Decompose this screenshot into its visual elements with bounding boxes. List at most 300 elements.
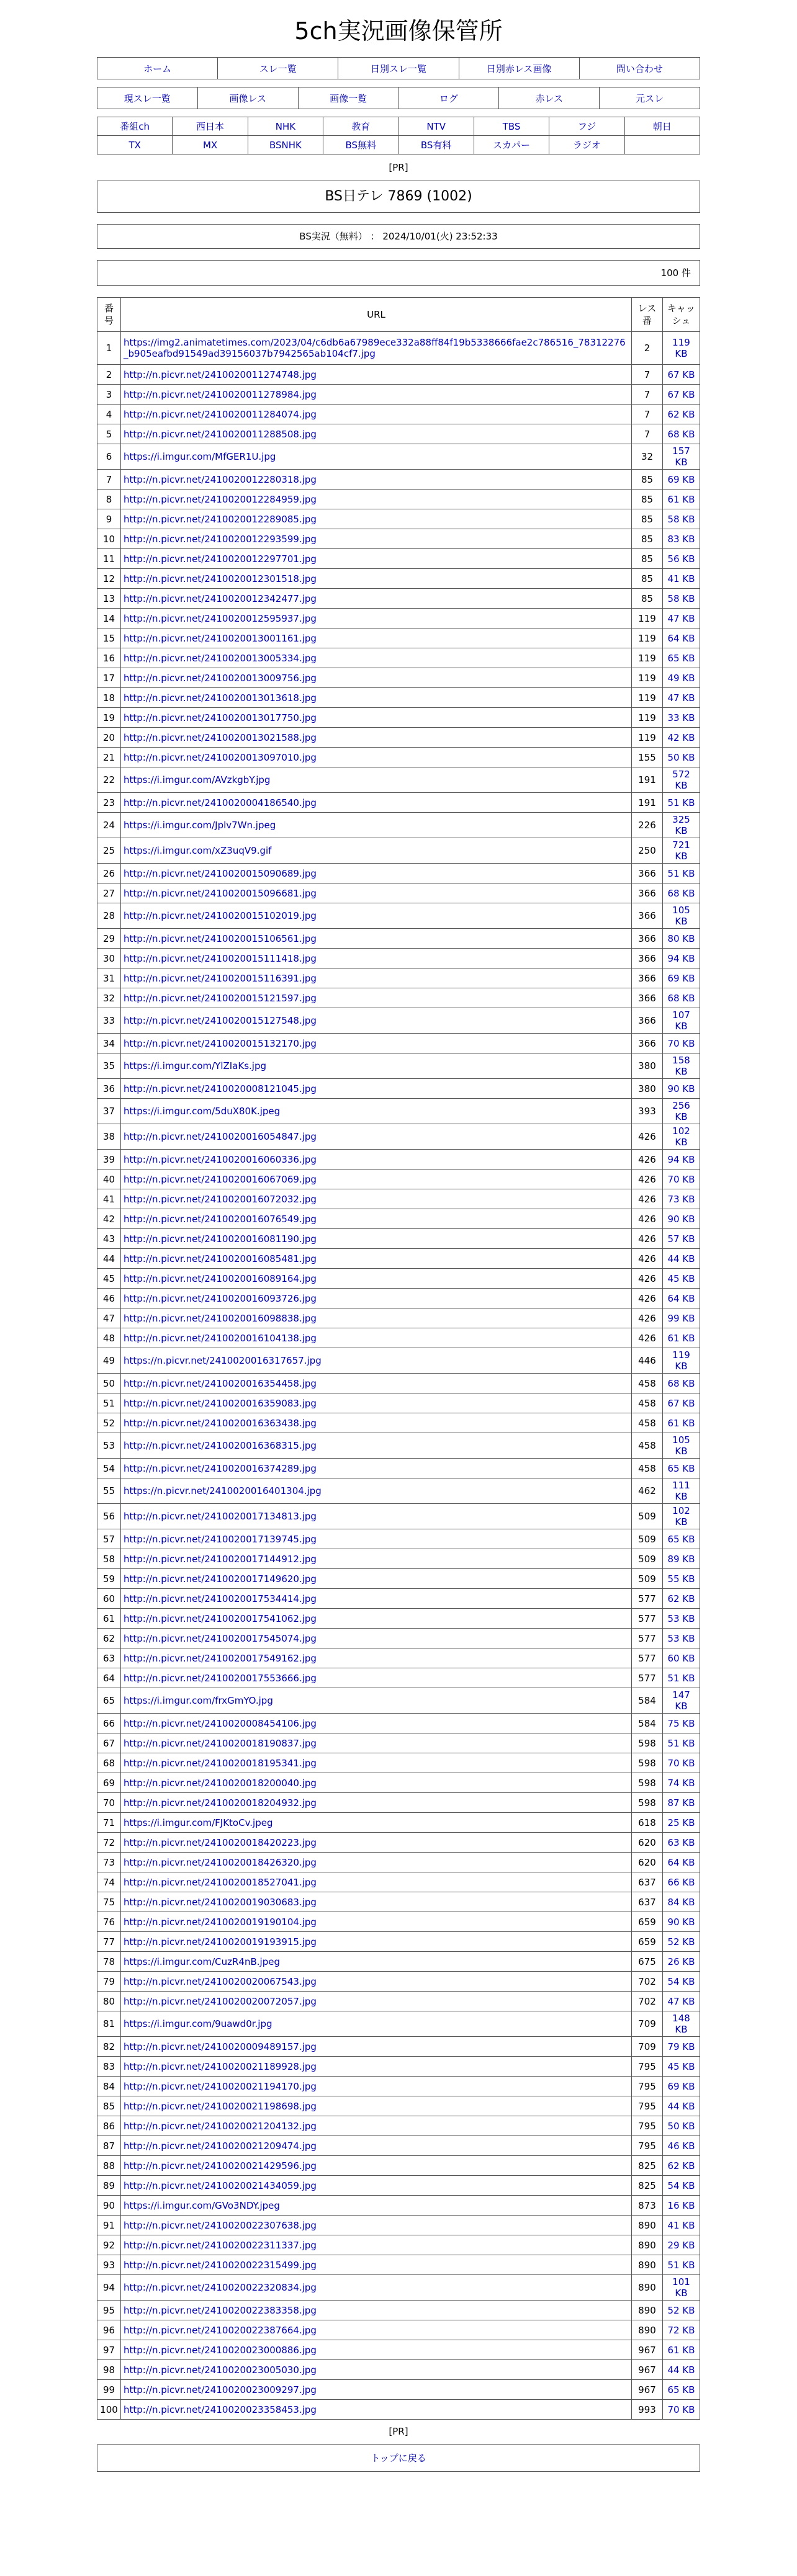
table-row [97,1269,700,1289]
row-cache-size[interactable]: 79 KB [663,2037,700,2057]
image-url-link[interactable]: https://i.imgur.com/YlZIaKs.jpg [124,1060,267,1071]
row-cache-size[interactable]: 47 KB [663,609,700,628]
site-title: 5ch実況画像保管所 [294,17,503,45]
image-url-link[interactable]: https://i.imgur.com/xZ3uqV9.gif [124,845,272,856]
row-cache-size[interactable]: 70 KB [663,1034,700,1053]
row-cache-size[interactable]: 54 KB [663,1972,700,1992]
row-cache-size[interactable]: 45 KB [663,2057,700,2077]
image-url-link[interactable]: http://n.picvr.net/2410020013017750.jpg [124,712,317,723]
row-res-number: 675 [632,1952,663,1972]
row-cache-size[interactable]: 69 KB [663,968,700,988]
image-url-link[interactable]: https://i.imgur.com/frxGmYO.jpg [124,1695,273,1706]
image-url-link[interactable]: http://n.picvr.net/2410020018190837.jpg [124,1737,317,1749]
row-cache-size[interactable]: 87 KB [663,1793,700,1813]
table-row [97,1034,700,1053]
row-cache-size[interactable]: 325 KB [663,813,700,838]
image-url-link[interactable]: http://n.picvr.net/2410020017553666.jpg [124,1672,317,1684]
image-url-link[interactable]: http://n.picvr.net/2410020012595937.jpg [124,612,317,624]
row-cache-size[interactable]: 44 KB [663,2360,700,2380]
row-cache-size[interactable]: 102 KB [663,1504,700,1529]
table-row [97,1433,700,1459]
image-url-link[interactable]: http://n.picvr.net/2410020018200040.jpg [124,1777,317,1789]
image-url-link[interactable]: http://n.picvr.net/2410020012293599.jpg [124,533,317,545]
row-cache-size[interactable]: 51 KB [663,793,700,813]
row-res-number: 584 [632,1714,663,1733]
table-row [97,2216,700,2235]
channel-row2-link-3[interactable]: BS無料 [345,140,377,151]
image-url-link[interactable]: http://n.picvr.net/2410020016359083.jpg [124,1397,317,1409]
channel-row1-link-6[interactable]: フジ [577,121,597,132]
row-number: 24 [97,813,121,838]
image-url-link[interactable]: http://n.picvr.net/2410020022383358.jpg [124,2304,317,2316]
image-url-link[interactable]: http://n.picvr.net/2410020016067069.jpg [124,1173,317,1185]
row-cache-size[interactable]: 58 KB [663,509,700,529]
nav-sub-link-3[interactable]: ログ [439,92,458,104]
image-url-link[interactable]: http://n.picvr.net/2410020013005334.jpg [124,652,317,664]
image-url-link[interactable]: https://i.imgur.com/9uawd0r.jpg [124,2018,272,2029]
channel-row2-link-2[interactable]: BSNHK [269,139,302,151]
nav-main-link-0[interactable]: ホーム [143,63,172,74]
row-cache-size[interactable]: 70 KB [663,2400,700,2420]
row-cache-size[interactable]: 44 KB [663,2096,700,2116]
channel-row2-link-5[interactable]: スカパー [493,140,531,151]
row-res-number: 426 [632,1229,663,1249]
row-res-number: 426 [632,1124,663,1150]
row-cache-size[interactable]: 75 KB [663,1714,700,1733]
row-cache-size[interactable]: 69 KB [663,2077,700,2096]
row-cache-size[interactable]: 52 KB [663,1932,700,1952]
image-url-link[interactable]: http://n.picvr.net/2410020017134813.jpg [124,1511,317,1522]
row-cache-size[interactable]: 94 KB [663,1150,700,1169]
row-cache-size[interactable]: 157 KB [663,444,700,470]
row-cache-size[interactable]: 107 KB [663,1008,700,1034]
row-cache-size[interactable]: 33 KB [663,708,700,728]
table-row [97,365,700,385]
image-url-link[interactable]: http://n.picvr.net/2410020016368315.jpg [124,1440,317,1451]
image-url-link[interactable]: http://n.picvr.net/2410020013097010.jpg [124,751,317,763]
row-cache-size[interactable]: 90 KB [663,1209,700,1229]
image-url-link[interactable]: https://n.picvr.net/2410020016317657.jpg [124,1355,322,1366]
image-url-link[interactable]: http://n.picvr.net/2410020016085481.jpg [124,1253,317,1264]
row-cache-size[interactable]: 47 KB [663,688,700,708]
row-res-number: 890 [632,2320,663,2340]
row-res-number: 85 [632,529,663,549]
image-url-link[interactable]: http://n.picvr.net/2410020017541062.jpg [124,1612,317,1624]
image-url-link[interactable]: http://n.picvr.net/2410020016098838.jpg [124,1312,317,1324]
row-cache-size[interactable]: 572 KB [663,767,700,793]
row-cache-size[interactable]: 64 KB [663,1853,700,1872]
row-cache-size[interactable]: 25 KB [663,1813,700,1833]
image-url-link[interactable]: http://n.picvr.net/2410020022315499.jpg [124,2259,317,2271]
image-url-link[interactable]: http://n.picvr.net/2410020015106561.jpg [124,932,317,944]
row-number: 47 [97,1308,121,1328]
nav-main-link-3[interactable]: 日別赤レス画像 [486,63,552,74]
row-cache-size[interactable]: 119 KB [663,1348,700,1374]
row-number: 1 [97,332,121,365]
row-url-cell [121,2136,632,2156]
row-cache-size[interactable]: 65 KB [663,1529,700,1549]
image-url-link[interactable]: http://n.picvr.net/2410020022320834.jpg [124,2282,317,2293]
image-url-link[interactable]: http://n.picvr.net/2410020018420223.jpg [124,1836,317,1848]
row-cache-size[interactable]: 101 KB [663,2275,700,2301]
row-cache-size[interactable]: 62 KB [663,2156,700,2176]
table-row [97,1229,700,1249]
channel-row1-link-4[interactable]: NTV [426,120,446,132]
row-number: 53 [97,1433,121,1459]
image-url-link[interactable]: http://n.picvr.net/2410020018204932.jpg [124,1797,317,1809]
row-cache-size[interactable]: 51 KB [663,2255,700,2275]
row-cache-size[interactable]: 67 KB [663,385,700,405]
image-url-link[interactable]: http://n.picvr.net/2410020016354458.jpg [124,1377,317,1389]
table-row [97,1289,700,1308]
row-url-cell [121,2216,632,2235]
image-url-link[interactable]: http://n.picvr.net/2410020012301518.jpg [124,573,317,584]
row-number: 63 [97,1648,121,1668]
image-url-link[interactable]: http://n.picvr.net/2410020017549162.jpg [124,1652,317,1664]
image-url-link[interactable]: https://i.imgur.com/Jplv7Wn.jpeg [124,820,276,831]
row-cache-size[interactable]: 54 KB [663,2176,700,2196]
row-cache-size[interactable]: 61 KB [663,490,700,509]
nav-sub-link-2[interactable]: 画像一覧 [330,92,367,104]
row-url-cell [121,405,632,424]
image-url-link[interactable]: http://n.picvr.net/2410020012280318.jpg [124,473,317,485]
row-cache-size[interactable]: 69 KB [663,470,700,490]
table-row [97,708,700,728]
image-url-link[interactable]: http://n.picvr.net/2410020016363438.jpg [124,1417,317,1429]
image-url-link[interactable]: http://n.picvr.net/2410020016060336.jpg [124,1153,317,1165]
channel-row2-cell-5 [474,136,549,154]
image-url-link[interactable]: http://n.picvr.net/2410020018195341.jpg [124,1757,317,1769]
image-url-link[interactable]: http://n.picvr.net/2410020015090689.jpg [124,867,317,879]
image-url-link[interactable]: http://n.picvr.net/2410020011284074.jpg [124,408,317,420]
channel-row1-link-3[interactable]: 教育 [351,121,371,132]
image-url-link[interactable]: http://n.picvr.net/2410020021194170.jpg [124,2080,317,2092]
row-number: 73 [97,1853,121,1872]
row-cache-size[interactable]: 53 KB [663,1629,700,1648]
image-url-link[interactable]: http://n.picvr.net/2410020015127548.jpg [124,1015,317,1026]
row-number: 25 [97,838,121,864]
image-url-link[interactable]: http://n.picvr.net/2410020016081190.jpg [124,1233,317,1245]
row-cache-size[interactable]: 64 KB [663,1289,700,1308]
row-number: 86 [97,2116,121,2136]
channel-row1-link-1[interactable]: 西日本 [196,121,225,132]
image-url-link[interactable]: http://n.picvr.net/2410020015111418.jpg [124,952,317,964]
row-cache-size[interactable]: 46 KB [663,2136,700,2156]
row-cache-size[interactable]: 72 KB [663,2320,700,2340]
image-url-link[interactable]: http://n.picvr.net/2410020022311337.jpg [124,2239,317,2251]
image-url-link[interactable]: http://n.picvr.net/2410020004186540.jpg [124,797,317,808]
row-cache-size[interactable]: 51 KB [663,864,700,883]
row-cache-size[interactable]: 51 KB [663,1733,700,1753]
row-res-number: 426 [632,1308,663,1328]
row-number: 54 [97,1459,121,1478]
channel-row1-link-0[interactable]: 番組ch [120,121,150,132]
image-url-link[interactable]: http://n.picvr.net/2410020011288508.jpg [124,428,317,440]
row-cache-size[interactable]: 67 KB [663,1393,700,1413]
table-row [97,2400,700,2420]
nav-sub-link-0[interactable]: 現スレ一覧 [124,92,171,104]
row-url-cell [121,1079,632,1099]
row-cache-size[interactable]: 47 KB [663,1992,700,2011]
table-row [97,1932,700,1952]
row-cache-size[interactable]: 721 KB [663,838,700,864]
table-row [97,569,700,589]
image-url-link[interactable]: http://n.picvr.net/2410020013009756.jpg [124,672,317,684]
row-cache-size[interactable]: 65 KB [663,648,700,668]
row-res-number: 795 [632,2057,663,2077]
table-row [97,949,700,968]
image-url-link[interactable]: http://n.picvr.net/2410020012284959.jpg [124,493,317,505]
row-cache-size[interactable]: 105 KB [663,1433,700,1459]
row-cache-size[interactable]: 44 KB [663,1249,700,1269]
row-res-number: 2 [632,332,663,365]
row-cache-size[interactable]: 57 KB [663,1229,700,1249]
image-url-link[interactable]: http://n.picvr.net/2410020015132170.jpg [124,1037,317,1049]
image-url-link[interactable]: http://n.picvr.net/2410020021429596.jpg [124,2160,317,2171]
image-url-link[interactable]: https://i.imgur.com/5duX80K.jpeg [124,1106,281,1117]
image-url-link[interactable]: http://n.picvr.net/2410020015096681.jpg [124,887,317,899]
row-cache-size[interactable]: 65 KB [663,2380,700,2400]
image-url-link[interactable]: http://n.picvr.net/2410020016104138.jpg [124,1332,317,1344]
image-url-link[interactable]: http://n.picvr.net/2410020023358453.jpg [124,2404,317,2415]
channel-row2-cell-1 [173,136,248,154]
channel-row2-link-1[interactable]: MX [202,139,218,151]
row-cache-size[interactable]: 80 KB [663,929,700,949]
image-url-link[interactable]: http://n.picvr.net/2410020017139745.jpg [124,1533,317,1545]
row-cache-size[interactable]: 41 KB [663,2216,700,2235]
row-cache-size[interactable]: 70 KB [663,1169,700,1189]
row-url-cell [121,1688,632,1714]
row-cache-size[interactable]: 58 KB [663,589,700,609]
image-url-link[interactable]: http://n.picvr.net/2410020011278984.jpg [124,388,317,400]
channel-row2-link-0[interactable]: TX [128,139,141,151]
row-cache-size[interactable]: 42 KB [663,728,700,748]
row-cache-size[interactable]: 53 KB [663,1609,700,1629]
row-cache-size[interactable]: 89 KB [663,1549,700,1569]
image-url-link[interactable]: http://n.picvr.net/2410020015102019.jpg [124,910,317,921]
table-row [97,1992,700,2011]
nav-sub-link-4[interactable]: 赤レス [535,92,563,104]
nav-main-link-4[interactable]: 問い合わせ [616,63,663,74]
image-url-link[interactable]: http://n.picvr.net/2410020013013618.jpg [124,692,317,704]
pr-label-top[interactable]: [PR] [389,162,408,173]
row-res-number: 509 [632,1549,663,1569]
row-number: 26 [97,864,121,883]
row-cache-size[interactable]: 61 KB [663,1413,700,1433]
image-url-link[interactable]: https://i.imgur.com/GVo3NDY.jpeg [124,2199,280,2211]
row-cache-size[interactable]: 90 KB [663,1912,700,1932]
image-url-link[interactable]: http://n.picvr.net/2410020018426320.jpg [124,1856,317,1868]
row-cache-size[interactable]: 94 KB [663,949,700,968]
image-url-link[interactable]: http://n.picvr.net/2410020016374289.jpg [124,1462,317,1474]
row-cache-size[interactable]: 68 KB [663,424,700,444]
table-row [97,1972,700,1992]
row-res-number: 637 [632,1892,663,1912]
channel-row2-link-6[interactable]: ラジオ [572,140,601,151]
row-res-number: 366 [632,1034,663,1053]
row-cache-size[interactable]: 83 KB [663,529,700,549]
image-url-link[interactable]: http://n.picvr.net/2410020015121597.jpg [124,992,317,1004]
row-cache-size[interactable]: 29 KB [663,2235,700,2255]
image-url-link[interactable]: http://n.picvr.net/2410020021189928.jpg [124,2060,317,2072]
row-cache-size[interactable]: 99 KB [663,1308,700,1328]
table-row [97,813,700,838]
row-res-number: 598 [632,1733,663,1753]
image-url-link[interactable]: http://n.picvr.net/2410020016089164.jpg [124,1272,317,1284]
row-cache-size[interactable]: 66 KB [663,1872,700,1892]
image-url-link[interactable]: https://i.imgur.com/FJKtoCv.jpeg [124,1817,273,1828]
image-url-link[interactable]: http://n.picvr.net/2410020016093726.jpg [124,1292,317,1304]
image-url-link[interactable]: http://n.picvr.net/2410020016054847.jpg [124,1131,317,1142]
row-cache-size[interactable]: 148 KB [663,2011,700,2037]
row-url-cell [121,2255,632,2275]
row-url-cell [121,903,632,929]
image-url-link[interactable]: http://n.picvr.net/2410020008454106.jpg [124,1717,317,1729]
image-url-link[interactable]: http://n.picvr.net/2410020017545074.jpg [124,1632,317,1644]
image-url-link[interactable]: http://n.picvr.net/2410020013021588.jpg [124,731,317,743]
image-url-link[interactable]: http://n.picvr.net/2410020023005030.jpg [124,2364,317,2376]
row-cache-size[interactable]: 105 KB [663,903,700,929]
row-cache-size[interactable]: 50 KB [663,748,700,767]
row-cache-size[interactable]: 41 KB [663,569,700,589]
row-cache-size[interactable]: 16 KB [663,2196,700,2216]
row-res-number: 426 [632,1249,663,1269]
image-url-link[interactable]: http://n.picvr.net/2410020012297701.jpg [124,553,317,565]
row-number: 43 [97,1229,121,1249]
image-url-link[interactable]: http://n.picvr.net/2410020017149620.jpg [124,1573,317,1585]
row-cache-size[interactable]: 63 KB [663,1833,700,1853]
image-url-link[interactable]: http://n.picvr.net/2410020013001161.jpg [124,632,317,644]
image-url-link[interactable]: http://n.picvr.net/2410020012342477.jpg [124,593,317,604]
row-cache-size[interactable]: 50 KB [663,2116,700,2136]
image-url-link[interactable]: http://n.picvr.net/2410020015116391.jpg [124,972,317,984]
table-row [97,2011,700,2037]
image-url-link[interactable]: https://img2.animatetimes.com/2023/04/c6db6a67989ece332a88ff84f19b5338666fae2c786516_78312276_b905eafbd91549ad39156037b7942565ab104cf7.jpg [124,337,626,359]
row-cache-size[interactable]: 67 KB [663,365,700,385]
image-url-link[interactable]: http://n.picvr.net/2410020019190104.jpg [124,1916,317,1928]
channel-nav [97,117,700,154]
image-url-link[interactable]: http://n.picvr.net/2410020016072032.jpg [124,1193,317,1205]
row-cache-size[interactable]: 64 KB [663,628,700,648]
row-cache-size[interactable]: 256 KB [663,1099,700,1124]
row-url-cell [121,2156,632,2176]
image-url-link[interactable]: http://n.picvr.net/2410020019030683.jpg [124,1896,317,1908]
channel-row1-link-7[interactable]: 朝日 [652,121,672,132]
row-cache-size[interactable]: 84 KB [663,1892,700,1912]
image-url-link[interactable]: https://i.imgur.com/MfGER1U.jpg [124,451,276,462]
row-cache-size[interactable]: 111 KB [663,1478,700,1504]
nav-sub-link-5[interactable]: 元スレ [636,92,664,104]
nav-main-link-2[interactable]: 日別スレ一覧 [370,63,426,74]
image-url-link[interactable]: http://n.picvr.net/2410020023009297.jpg [124,2384,317,2395]
image-url-link[interactable]: http://n.picvr.net/2410020023000886.jpg [124,2344,317,2356]
channel-row1-link-2[interactable]: NHK [275,120,296,132]
image-url-link[interactable]: http://n.picvr.net/2410020018527041.jpg [124,1876,317,1888]
image-url-link[interactable]: http://n.picvr.net/2410020011274748.jpg [124,369,317,380]
image-url-link[interactable]: http://n.picvr.net/2410020019193915.jpg [124,1936,317,1948]
row-number: 76 [97,1912,121,1932]
row-cache-size[interactable]: 70 KB [663,1753,700,1773]
table-row [97,767,700,793]
row-cache-size[interactable]: 62 KB [663,405,700,424]
row-cache-size[interactable]: 49 KB [663,668,700,688]
row-cache-size[interactable]: 119 KB [663,332,700,365]
row-cache-size[interactable]: 51 KB [663,1668,700,1688]
image-url-link[interactable]: http://n.picvr.net/2410020022307638.jpg [124,2219,317,2231]
row-cache-size[interactable]: 55 KB [663,1569,700,1589]
row-cache-size[interactable]: 45 KB [663,1269,700,1289]
row-cache-size[interactable]: 90 KB [663,1079,700,1099]
row-res-number: 32 [632,444,663,470]
image-url-link[interactable]: http://n.picvr.net/2410020021209474.jpg [124,2140,317,2152]
image-url-link[interactable]: http://n.picvr.net/2410020016076549.jpg [124,1213,317,1225]
image-url-link[interactable]: http://n.picvr.net/2410020017144912.jpg [124,1553,317,1565]
nav-sub-cell-2 [298,87,398,109]
row-url-cell [121,1099,632,1124]
row-cache-size[interactable]: 68 KB [663,883,700,903]
image-url-link[interactable]: http://n.picvr.net/2410020020072057.jpg [124,1995,317,2007]
row-cache-size[interactable]: 68 KB [663,1374,700,1393]
image-url-link[interactable]: http://n.picvr.net/2410020021204132.jpg [124,2120,317,2132]
row-cache-size[interactable]: 147 KB [663,1688,700,1714]
image-url-link[interactable]: http://n.picvr.net/2410020008121045.jpg [124,1083,317,1094]
channel-row2-link-4[interactable]: BS有料 [420,140,452,151]
channel-row1-link-5[interactable]: TBS [502,120,521,132]
image-url-link[interactable]: http://n.picvr.net/2410020017534414.jpg [124,1593,317,1604]
row-url-cell [121,1733,632,1753]
row-cache-size[interactable]: 68 KB [663,988,700,1008]
table-row [97,1872,700,1892]
table-row [97,1374,700,1393]
table-row [97,1504,700,1529]
table-row [97,2340,700,2360]
pr-label-bottom[interactable]: [PR] [389,2426,408,2437]
table-row [97,1813,700,1833]
image-url-link[interactable]: http://n.picvr.net/2410020022387664.jpg [124,2324,317,2336]
row-cache-size[interactable]: 52 KB [663,2301,700,2320]
row-cache-size[interactable]: 26 KB [663,1952,700,1972]
row-cache-size[interactable]: 56 KB [663,549,700,569]
row-number: 78 [97,1952,121,1972]
row-url-cell [121,1053,632,1079]
back-to-top-link[interactable]: トップに戻る [371,2453,426,2464]
channel-row2-cell-2 [248,136,323,154]
image-url-link[interactable]: https://n.picvr.net/2410020016401304.jpg [124,1485,322,1496]
row-cache-size[interactable]: 73 KB [663,1189,700,1209]
row-cache-size[interactable]: 60 KB [663,1648,700,1668]
image-url-link[interactable]: http://n.picvr.net/2410020020067543.jpg [124,1975,317,1987]
row-res-number: 993 [632,2400,663,2420]
image-url-link[interactable]: http://n.picvr.net/2410020009489157.jpg [124,2041,317,2052]
image-url-link[interactable]: http://n.picvr.net/2410020021198698.jpg [124,2100,317,2112]
image-url-link[interactable]: https://i.imgur.com/AVzkgbY.jpg [124,774,271,785]
row-cache-size[interactable]: 158 KB [663,1053,700,1079]
row-url-cell [121,1348,632,1374]
row-cache-size[interactable]: 74 KB [663,1773,700,1793]
row-url-cell [121,1569,632,1589]
nav-sub-link-1[interactable]: 画像レス [229,92,267,104]
nav-main-link-1[interactable]: スレ一覧 [259,63,297,74]
row-cache-size[interactable]: 61 KB [663,1328,700,1348]
row-cache-size[interactable]: 65 KB [663,1459,700,1478]
image-url-link[interactable]: http://n.picvr.net/2410020021434059.jpg [124,2180,317,2191]
table-row [97,1478,700,1504]
row-cache-size[interactable]: 62 KB [663,1589,700,1609]
image-url-link[interactable]: http://n.picvr.net/2410020012289085.jpg [124,513,317,525]
image-url-link[interactable]: https://i.imgur.com/CuzR4nB.jpeg [124,1956,280,1967]
row-cache-size[interactable]: 61 KB [663,2340,700,2360]
row-cache-size[interactable]: 102 KB [663,1124,700,1150]
